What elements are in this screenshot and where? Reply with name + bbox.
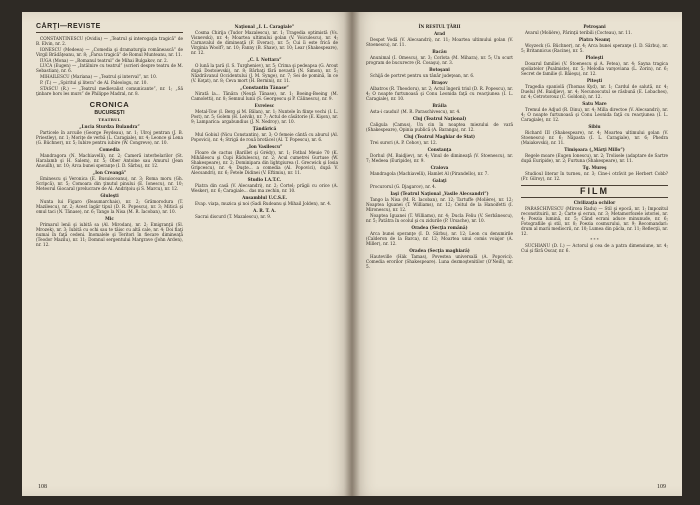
theatre-heading: Piatra Neamţ xyxy=(578,37,611,42)
theatre-heading: Piteşti xyxy=(586,78,603,83)
right-page xyxy=(352,12,682,496)
theatre-heading: Giuleşti xyxy=(100,193,119,199)
page-number-left: 108 xyxy=(38,484,47,490)
book-spread xyxy=(22,12,682,496)
theatre-repertoire: Regele moare (Eugen Ionescu), nr. 2; Trolisele (adaptare de Sartre după Euripide), nr. 2; Furtuna (Shakespeare), nr. 11. xyxy=(521,153,668,163)
theatre-repertoire: Caligula (Camus), Un cin în noaptea miezului de vară (Shakespeare), Opinia publică (A. Baranga), nr. 12. xyxy=(366,122,513,132)
theatre-repertoire: Albatros (R. Theodoru), nr. 2; Actul îngerii triul (D. R. Popescu), nr. 4; O noapte furtunoasă şi Conu Leonida faţă cu reacţiunea (I. L. Caragiale), nr. 10. xyxy=(366,86,513,101)
theatre-repertoire: Nirată la... Tânăra (Neuţă Tănase), nr. 1; Boeing-Boeing (M. Camoletti), nr. 8; Semnul lunii (S. Georgescu şi P. Călinescu), nr. 9. xyxy=(191,91,338,101)
theatre-heading: Evreiesc xyxy=(254,103,275,108)
theatre-heading: Naţional „I. L. Caragiale” xyxy=(234,24,295,29)
theatre-heading: Oradea (Secţia maghiară) xyxy=(409,247,470,253)
theatre-repertoire: Mandragora (N. Machiavelli), nr. 2; Cameră interbelarilor (St. Haralamb şi H. Salem), nr. 5; Ober Antoine sau Amurul (Jean Anouilh), nr. 10; Arca bunei speranţe (I. D. Sârbu), nr. 12. xyxy=(36,153,183,169)
theatre-heading: Cluj (Teatrul Naţional) xyxy=(412,116,467,121)
film-entry: SUCHIANU (D. I.) — Actorul şi cea de a patra dimensiune, nr. 4; Cui şi fără Oscar, nr. 6. xyxy=(521,243,668,253)
theatre-repertoire: Despot Vodă (V. Alecsandri), nr. 11; Moartea ultimului golan (V. Stoenescu), nr. 11. xyxy=(366,37,513,47)
theatre-repertoire: Tremul de Adjud (R. Dinu), nr. 4; Milla directoe (V. Alecsandri), nr. 4; O noapte furtunoasă şi Conu Leonida faţă cu reacţiunea (I. L. Caragiale), nr. 12. xyxy=(521,107,668,122)
theatre-repertoire: Cosma Chirija (Tudor Mazalescu), nr. 1; Tragedia optimistă (Vs. Visnevski), nr. 4; Moartea ultimului golan (V. Voiculescu), nr. 4; Carnavalul de dimineaţă (F. Everac), nr. 5; Cui îi este frică de Virginia Woolf?, nr. 10; Fanny (B. Shaw), nr. 10; Lear (Shakespeare), nr. 12. xyxy=(191,30,338,55)
theatre-heading: Sibiu xyxy=(588,124,601,129)
theatre-repertoire: Tragedia spaniolă (Thomas Kyd), nr. 1; Cardul de salută, nr. 4; Duelul (M. Baidjiev), nr. 4; Necunoscutul se răsbună (E. Lobaches), nr. 4; Cetrotorouz (C. Goldoni), nr. 12. xyxy=(521,84,668,99)
section-title-books: CĂRŢI—REVISTE xyxy=(36,23,183,33)
theatre-repertoire: Schijă de portret pentru un tânăr judeţean, nr. 6. xyxy=(370,73,475,78)
theatre-heading: „Constantin Tănase” xyxy=(240,85,289,90)
theatre-repertoire: O lună la ţară (I. S. Turgheniev), nr. 5; Crima şi pedeapsa (G. Arout după Dostoievski), nr. 8; Bărbaţi fără nevastă (N. Simon), nr. 5; Năzdrăvanul Occidentului (J. M. Synge), nr. 7; Sei de pomină, în ce (V. Koţat), nr. 8; Ceva mort (H. Bernini), nr. 11. xyxy=(191,63,338,83)
rest-of-country-heading: ÎN RESTUL ŢĂRII xyxy=(418,24,461,29)
theatre-repertoire: Metal-Tow (I. Berg şi M. Bălan), nr. 1; Nuntele în fiinţe vechi (I. L. Post), nr. 5; Golem (H. Leivik), nr. 7; Actul de căsătorie (E. Kişon), nr. 9; Lamparica: argabundius (J. N. Nedroy), nr. 10. xyxy=(191,109,338,124)
theatre-heading: Braşov xyxy=(431,80,448,85)
entry-text: MIHAILESCU (Mariana) — „Teatrul şi interval”, nr. 10. xyxy=(40,74,158,80)
theatre-heading: Ploieşti xyxy=(585,55,604,60)
theatre-repertoire: Tango la Nisa (M. R. Iacoban), nr. 12; Tartuffe (Molière), nr. 12; Noaptea Iguanei (T. Williams), nr. 12; Ceitul de la Hanoifetti (I. Mironescu), nr. 12. xyxy=(366,197,513,212)
theatre-heading: Comedia xyxy=(99,147,120,153)
theatre-repertoire: Procurorul (G. Djagarov), nr. 4. xyxy=(370,184,437,189)
theatre-heading: Timişoara („Mărţi Millo”) xyxy=(564,147,625,152)
theatre-repertoire: Woyzeck (G. Büchner), nr. 4; Arca bunei speranţe (I. D. Sârbu), nr. 5; Britannicus (Racine), nr. 5. xyxy=(521,43,668,53)
theatre-repertoire: Hauteville (Hák Tamas), Povestea universală (A. Popovici). Comedia erorilor (Shakespeare). Luna dezmoştenitilor (O'Neill), nr. 5. xyxy=(366,253,513,269)
theatre-repertoire: Trei surori (A. P. Cehov), nr. 12. xyxy=(370,140,438,145)
entry-text: IUGA (Mona) — „Romanul teatrul” de Mihai Bulgakov, nr. 2. xyxy=(40,57,168,63)
entry-text: CONSTANTINESCU (Ovidiu) — „Teatrul şi interogaţia tragică” de B. Elvin, nr. 2. xyxy=(36,36,183,46)
theatre-heading: Constanţa xyxy=(427,147,452,152)
theatre-heading: Ansamblul U.C.S.E. xyxy=(242,195,287,200)
entry-text: IONESCU (Medeea) — „Comedia şi dramaturgia românească” de Virgil Brădăţeanu, nr. 8; „Farsa tragică” de Romul Munteanu, nr. 11. xyxy=(36,46,183,57)
theatre-heading: Mic xyxy=(105,216,114,222)
theatre-repertoire: Nunta lui Figaro (Beaumarchais), nr. 2; Grămorodura (T. Mazilescu), nr. 2; Acest lagăr tipul (D. R. Popescu), nr. 3; Mitică şi omul taci (N. Tănase), nr. 6; Tango la Nisa (M. R. Iacoban), nr. 10. xyxy=(36,199,183,215)
theatre-heading: „Lucia Sturdza Bulandra” xyxy=(79,124,140,130)
theatre-heading: Petroşani xyxy=(583,24,606,29)
theatre-repertoire: Mul Gobiul (Nicu Constantin), nr. 3; O femeie cântă cu aburul (Al. Popovici), nr. 4; Strigă de rouă brotăcel (Al. T. Popescu), nr. 6. xyxy=(191,132,338,142)
theatre-heading: Studio I.A.T.C. xyxy=(247,177,282,182)
theatre-repertoire: Piatra din casă (V. Alecsandri), nr. 2; Cortel; prăgii cu orice (A. Wesker), nr. 6; Caragiale... das ma zechin, nr. 10. xyxy=(191,183,338,193)
theatre-heading: Craiova xyxy=(430,165,449,170)
theatre-heading: A. R. T. A. xyxy=(253,208,276,213)
theatre-heading: Oradea (Secţia română) xyxy=(411,224,468,230)
city-bucuresti: BUCUREŞTI xyxy=(94,109,125,116)
theatre-repertoire: Eminescu şi Veronica (E. Busuioceanu), nr. 3; Roma moru (Gh. Scripcă), nr. 5; Comoara din ţinutul pinului (E. Ionescu), nr. 10; Meteorul Giocaral (prelucrare de Al. Andriţoiu şi S. Marcu), nr. 12. xyxy=(36,176,183,192)
film-title: FILM xyxy=(521,185,668,198)
separator: * * * xyxy=(590,237,599,242)
theatre-heading: Galaţi xyxy=(432,178,447,183)
theatres-label: TEATRUL xyxy=(98,116,121,122)
theatre-repertoire: Richard III (Shakespeare), nr. 4; Moartea ultimului golan (V. Stoenescu) nr. 6; Năpasta (I. L. Caragiale), nr. 6; Phedra (Maiakovski), nr. 11. xyxy=(521,130,668,145)
theatre-heading: Satu Mare xyxy=(582,101,607,106)
theatre-repertoire: Mandragola (Machiavelli), Hamlet Al (Pirandello), nr. 7. xyxy=(370,171,489,176)
left-col-1 xyxy=(36,22,183,474)
theatre-repertoire: Arca bunei speranţe (I. D. Sârbu), nr. 12; Leon cu denumirile (Calderon de la Barca), nr. 12; Moartea unui comis voiajor (A. Miller), nr. 12. xyxy=(366,230,513,246)
left-col-2 xyxy=(191,22,338,474)
theatre-repertoire: Dorhul (M. Baidjiev), nr. 4; Vinul de dimineaţă (V. Stoenescu), nr. 7; Medeea (Euripide), nr. 9. xyxy=(366,153,513,163)
theatre-heading: Botoşani xyxy=(429,67,450,72)
theatre-heading: „Ion Creangă” xyxy=(92,170,127,176)
theatre-heading: Ţăndărică xyxy=(252,126,277,131)
right-col-1 xyxy=(366,22,513,474)
film-subtitle: Civilizaţia ochilor xyxy=(573,200,616,205)
theatre-heading: Cluj (Teatrul Maghiar de Stat) xyxy=(403,134,476,139)
theatre-heading: Brăila xyxy=(432,103,447,108)
cronica-title: CRONICA xyxy=(89,99,130,109)
right-col-2 xyxy=(521,22,668,474)
theatre-heading: Arad xyxy=(433,31,446,36)
theatre-repertoire: Sacrai discurd (T. Mazalescu), nr. 9. xyxy=(195,214,272,219)
film-entry: PARASCHIVESCU (Mircea Radu) — Stil şi epocă, nr. 1; Impozitul reconstituirii, nr. 2; Carte şi ecran, nr. 3; Metamorfozele istoriei, nr. 4; Poezia lumină, nr. 5; Când ecrani aduce minunude, nr. 6; Fotografiile şi stil, nr. 8; Poezia cosmurului, nr. 9; Recomandari: drum al marii mediocrii, nr. 10; Lumea din pâcla, nr. 11; Reflecţii, nr. 12. xyxy=(521,206,668,236)
theatre-repertoire: Evap. viaţa, muzica şi noi (Sadi Rudeanu şi Mihail Jolden), nr. 4. xyxy=(195,201,332,206)
theatre-repertoire: Dosarul familiei (V. Stoenescu şi A. Fetea), nr. 4; Sayna tragica spoliatelor (Psalmiste), nr. 5; Melodia varşoviana (L. Zorin), nr. 6; Secret de familie (I. Băieşu), nr. 12. xyxy=(521,61,668,76)
page-number-right: 109 xyxy=(657,484,666,490)
theatre-repertoire: Floare de cactus (Barillet şi Grédy), nr. 1; Fotbal Meuie 70 (K. Mihăilescu şi Cupi Rădulescu), nr. 2; Acul cumetrei Gurtuse (W. Shakespeare), nr. 2; Dominipara din lightgiurea (I. Grecwick şi Iosia Gripcescu), nr. 4; Duşte... a comedia (Al. Popovici), după V. Alecsandri), nr. 6; Fetele Didinei (V. Eftimiu), nr. 11. xyxy=(191,150,338,175)
theatre-heading: Iaşi (Teatrul Naţional „Vasile Alecsandri”) xyxy=(390,191,489,196)
theatre-repertoire: Anunimal (I. Omescu), nr. 3; Corlota (M. Mihara), nr. 5; Un scurt program de bucurecre (R. Cosaşu), nr. 3. xyxy=(366,55,513,65)
theatre-heading: „Ion Vasilescu” xyxy=(246,144,283,149)
entry-text: P. (T.) — „Spiritul şi litera” de Al. Paleologu, nr. 10. xyxy=(40,79,148,85)
theatre-repertoire: Avarul (Molière), Părinţii teribili (Cocteau), nr. 11. xyxy=(525,30,632,35)
theatre-heading: Tg. Mureş xyxy=(582,165,607,170)
entry-text: STASCU (R.) — „Teatrul medievalist comunicante”, nr. 1; „Să ţinbare hors les murs” de Philippe Madral, nr. 8. xyxy=(36,85,183,96)
left-page xyxy=(22,12,352,496)
entry-text: LUCA (Eugen) — „Intâlnire cu teatrul” (scrieri despre teatru de M. Sebastian), nr. 6. xyxy=(36,63,183,74)
theatre-repertoire: Asta-i caudui! (M. R. Paraschivescu), nr. 4. xyxy=(370,109,461,114)
theatre-repertoire: Primarul lenii şi iubită sa (Al. Mirodan), nr. 2; Emigranţii (Sl. Mrozek), nr. 3; Iubită cu ochi sau te tăisc cu altă cale, nr. 4; Doi fiaţi numai în faţă cedeni. Inomalele şi Teritori în fiecare dimineaţă (Teodor Mazilu), nr. 11; Domnul sergentului Margrave (John Arden), nr. 12. xyxy=(36,222,183,248)
theatre-heading: „C. I. Nottara” xyxy=(247,57,282,62)
theatre-heading: Bacău xyxy=(432,49,447,54)
theatre-repertoire: Noaptea Iguanei (T. Williams), nr. 4; Ducla Feliu (V. Serbănescu), nr. 5; Patătra în ocolul şi cu zidurile (P. Ursache), nr. 10. xyxy=(366,212,513,223)
theatre-repertoire: Particele în arcuile (George Feydeau), nr. 1; Ulroj pentran (J. B. Priestley), nr. 1; Moriţe de verbă (L. Caragiale), nr. 4; Leonce şi Lena (G. Büchner), nr. 5; Iubire pentru iubire (W. Congreve), nr. 10. xyxy=(36,130,183,146)
theatre-repertoire: Studioul literar în turneu, nr. 3; Cine-i otrăvit pe Herbert Cobb? (Fr. Gilroy), nr. 12. xyxy=(521,171,668,181)
